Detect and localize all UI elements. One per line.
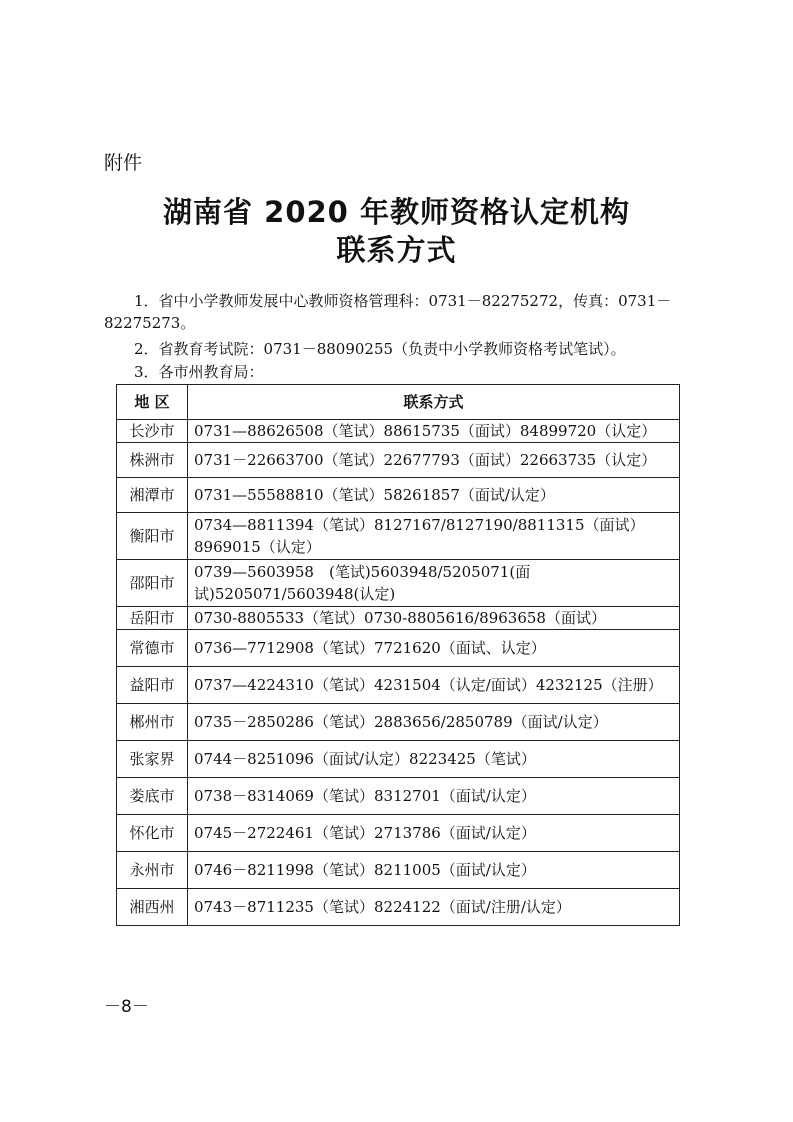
table-row (117, 630, 680, 667)
table-row (117, 889, 680, 926)
region-cell: 怀化市 (117, 815, 188, 852)
table-row (117, 607, 680, 630)
contact-cell: 0731—55588810（笔试）58261857（面试/认定） (188, 478, 680, 513)
table-row (117, 478, 680, 513)
document-title-line-2: 联系方式 (336, 233, 457, 267)
attachment-label: 附件 (104, 152, 143, 174)
region-cell: 郴州市 (117, 704, 188, 741)
header-region: 地 区 (117, 385, 188, 420)
region-cell: 长沙市 (117, 420, 188, 443)
region-cell: 湘西州 (117, 889, 188, 926)
contact-cell: 0739—5603958 (笔试)5603948/5205071(面试)5205071/5603948(认定) (188, 560, 680, 607)
region-cell: 岳阳市 (117, 607, 188, 630)
region-cell: 常德市 (117, 630, 188, 667)
page-number: －8－ (104, 997, 149, 1017)
contact-cell: 0743－8711235（笔试）8224122（面试/注册/认定） (188, 889, 680, 926)
contact-cell: 0744－8251096（面试/认定）8223425（笔试） (188, 741, 680, 778)
table-row (117, 420, 680, 443)
contact-cell: 0737—4224310（笔试）4231504（认定/面试）4232125（注册） (188, 667, 680, 704)
table-row (117, 852, 680, 889)
header-contact: 联系方式 (188, 385, 680, 420)
contact-cell: 0730-8805533（笔试）0730-8805616/8963658（面试） (188, 607, 680, 630)
region-cell: 湘潭市 (117, 478, 188, 513)
table-row (117, 443, 680, 478)
contact-cell: 0746－8211998（笔试）8211005（面试/认定） (188, 852, 680, 889)
region-cell: 张家界 (117, 741, 188, 778)
table-row (117, 778, 680, 815)
paragraph-city-bureaus: 3．各市州教育局： (134, 363, 264, 381)
region-cell: 衡阳市 (117, 513, 188, 560)
paragraph-provincial-center: 1．省中小学教师发展中心教师资格管理科：0731－82275272，传真：0731－82275273。 (104, 292, 672, 332)
document-title-line-1: 湖南省 2020 年教师资格认定机构 (163, 195, 630, 229)
region-cell: 株洲市 (117, 443, 188, 478)
paragraph-exam-institute: 2．省教育考试院：0731－88090255（负责中小学教师资格考试笔试）。 (134, 340, 626, 358)
contact-cell: 0738－8314069（笔试）8312701（面试/认定） (188, 778, 680, 815)
table-row (117, 704, 680, 741)
table-row (117, 815, 680, 852)
region-cell: 永州市 (117, 852, 188, 889)
table-header-row (117, 385, 680, 420)
table-row (117, 667, 680, 704)
contact-cell: 0734—8811394（笔试）8127167/8127190/8811315（面试）8969015（认定） (188, 513, 680, 560)
table-row (117, 741, 680, 778)
region-cell: 邵阳市 (117, 560, 188, 607)
contacts-table (116, 384, 680, 926)
table-row (117, 560, 680, 607)
contact-cell: 0736—7712908（笔试）7721620（面试、认定） (188, 630, 680, 667)
region-cell: 益阳市 (117, 667, 188, 704)
contact-cell: 0745－2722461（笔试）2713786（面试/认定） (188, 815, 680, 852)
contact-cell: 0735－2850286（笔试）2883656/2850789（面试/认定） (188, 704, 680, 741)
table-row (117, 513, 680, 560)
contact-cell: 0731—88626508（笔试）88615735（面试）84899720（认定） (188, 420, 680, 443)
region-cell: 娄底市 (117, 778, 188, 815)
contact-cell: 0731－22663700（笔试）22677793（面试）22663735（认定） (188, 443, 680, 478)
